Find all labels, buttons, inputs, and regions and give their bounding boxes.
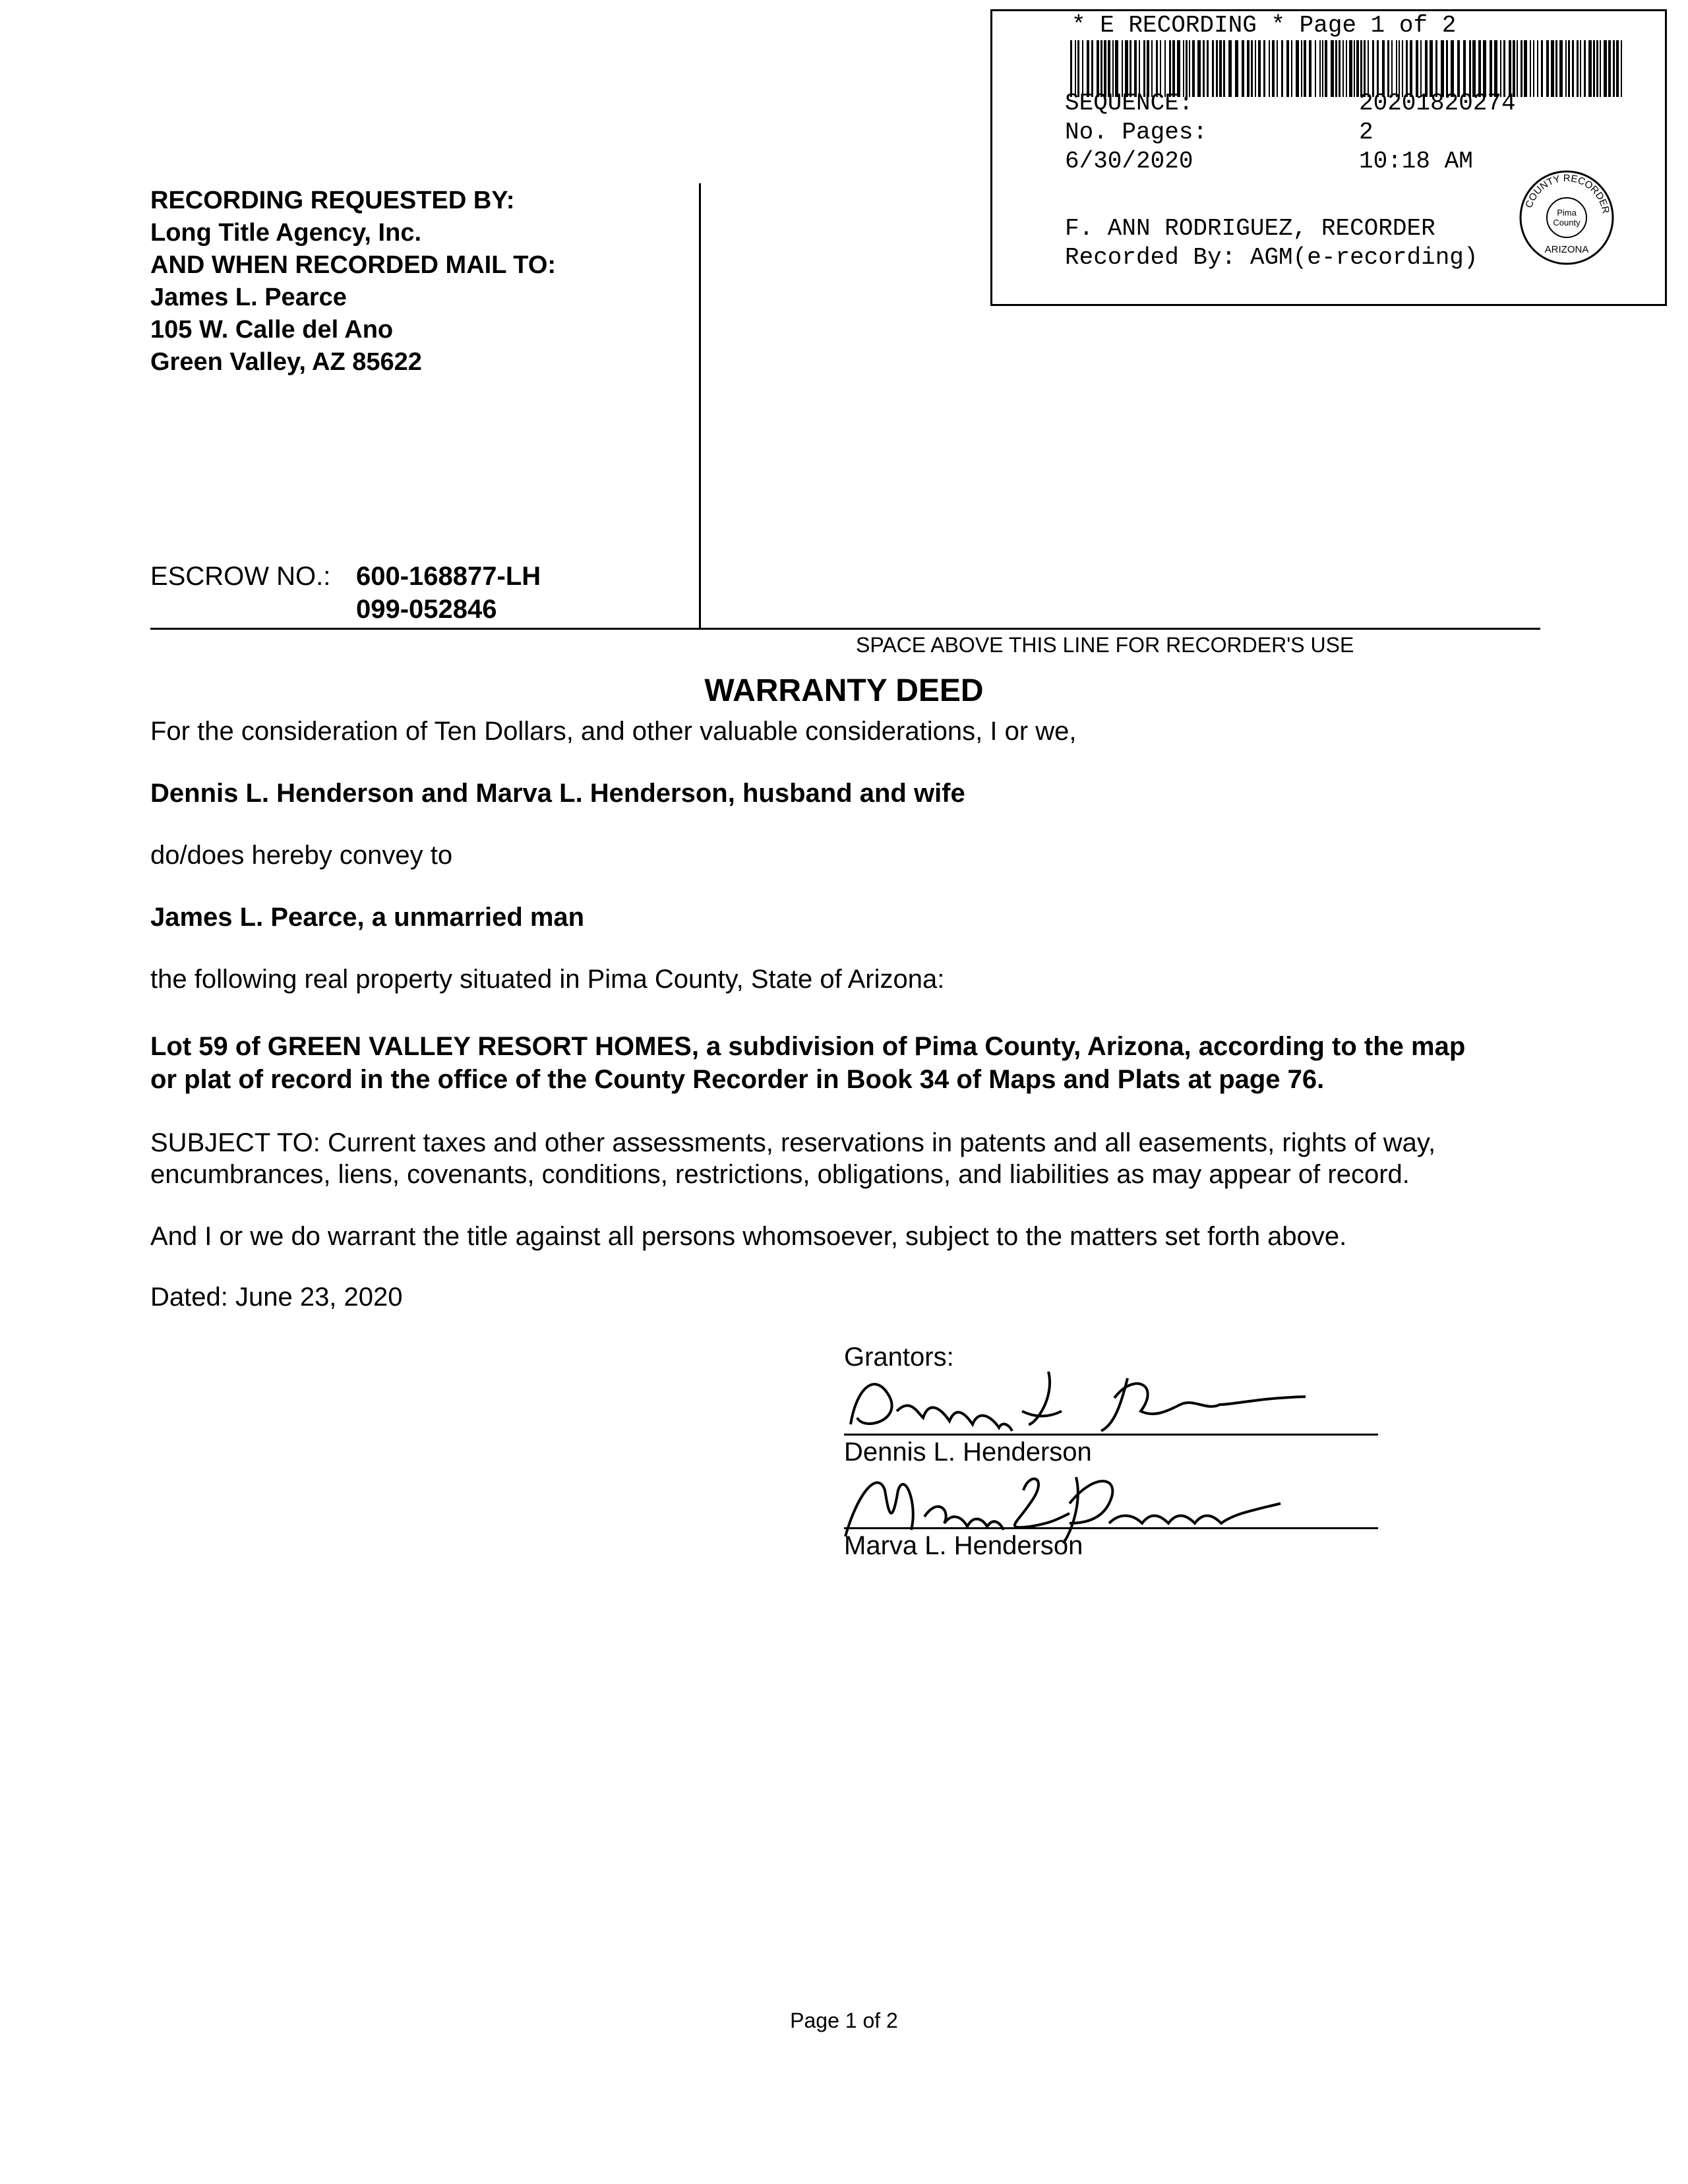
barcode-bar (1559, 40, 1563, 97)
barcode-bar (1255, 40, 1256, 97)
barcode-bar (1565, 40, 1567, 97)
mail-to-name: James L. Pearce (150, 284, 347, 311)
barcode-bar (1551, 40, 1554, 97)
recorder-space-divider (150, 628, 1540, 630)
barcode-bar (1604, 40, 1607, 97)
barcode-bar (1228, 40, 1232, 97)
barcode-bar (1608, 40, 1611, 97)
signature-dennis (837, 1358, 1339, 1438)
barcode-bar (1242, 40, 1244, 97)
barcode-bar (1335, 40, 1337, 97)
barcode-bar (1524, 40, 1527, 97)
stamp-header: * E RECORDING * Page 1 of 2 (1071, 12, 1457, 39)
legal-description-line-2: or plat of record in the office of the County Recorder in Book 34 of Maps and Plats at page 76. (150, 1065, 1325, 1094)
recording-requested-label: RECORDING REQUESTED BY: (150, 187, 515, 214)
barcode-bar (1541, 40, 1543, 97)
barcode-bar (1291, 40, 1292, 97)
signer-name-2: Marva L. Henderson (844, 1531, 1083, 1560)
barcode-bar (1272, 40, 1275, 97)
barcode-bar (1613, 40, 1615, 97)
barcode-bar (1235, 40, 1238, 97)
barcode-bar (1296, 40, 1299, 97)
barcode-bar (1219, 40, 1222, 97)
barcode-bar (1212, 40, 1214, 97)
barcode-bar (1517, 40, 1518, 97)
barcode-bar (1584, 40, 1586, 97)
sequence-label: SEQUENCE: (1065, 90, 1193, 117)
mail-to-label: AND WHEN RECORDED MAIL TO: (150, 251, 557, 279)
escrow-number-secondary: 099-052846 (356, 595, 497, 624)
county-seal-icon (1517, 168, 1616, 267)
barcode-bar (1530, 40, 1531, 97)
barcode-bar (1577, 40, 1579, 97)
recorder-stamp-box (990, 9, 1667, 306)
barcode-bar (1309, 40, 1311, 97)
pages-label: No. Pages: (1065, 119, 1208, 146)
sequence-value: 20201820274 (1359, 90, 1516, 117)
warranty-text: And I or we do warrant the title against all persons whomsoever, subject to the matters set forth above. (150, 1222, 1347, 1251)
property-intro: the following real property situated in Pima County, State of Arizona: (150, 965, 945, 994)
signature-line-2 (844, 1527, 1378, 1529)
dated-line: Dated: June 23, 2020 (150, 1283, 403, 1312)
barcode-bar (1593, 40, 1595, 97)
signature-line-1 (844, 1434, 1378, 1436)
vertical-divider (699, 183, 701, 629)
barcode-bar (1616, 40, 1619, 97)
barcode-bar (1537, 40, 1538, 97)
page-number: Page 1 of 2 (790, 2009, 898, 2032)
barcode-bar (1247, 40, 1250, 97)
subject-to-line-1: SUBJECT TO: Current taxes and other assessments, reservations in patents and all easements, rights of way, (150, 1128, 1436, 1157)
barcode-bar (1533, 40, 1534, 97)
document-title: WARRANTY DEED (704, 673, 984, 708)
barcode-bar (1197, 40, 1201, 97)
barcode-bar (1354, 40, 1355, 97)
barcode-bar (1596, 40, 1598, 97)
barcode-bar (1263, 40, 1265, 97)
escrow-label: ESCROW NO.: (150, 562, 331, 591)
barcode-bar (1319, 40, 1321, 97)
mail-to-city: Green Valley, AZ 85622 (150, 348, 422, 376)
svg-text:COUNTY RECORDER: COUNTY RECORDER (1523, 172, 1612, 215)
barcode-bar (1588, 40, 1592, 97)
barcode-bar (1286, 40, 1289, 97)
barcode-bar (1304, 40, 1306, 97)
barcode-bar (1331, 40, 1334, 97)
requester-name: Long Title Agency, Inc. (150, 219, 422, 247)
barcode-bar (1349, 40, 1352, 97)
record-time: 10:18 AM (1359, 148, 1473, 175)
record-date: 6/30/2020 (1065, 148, 1193, 175)
consideration-text: For the consideration of Ten Dollars, and other valuable considerations, I or we, (150, 717, 1077, 746)
barcode-bar (1203, 40, 1205, 97)
barcode-bar (1600, 40, 1601, 97)
recorded-by: Recorded By: AGM(e-recording) (1065, 244, 1478, 271)
barcode-bar (1258, 40, 1261, 97)
barcode-bar (1301, 40, 1302, 97)
barcode-bar (1216, 40, 1218, 97)
barcode-bar (1207, 40, 1209, 97)
barcode-bar (1322, 40, 1323, 97)
legal-description-line-1: Lot 59 of GREEN VALLEY RESORT HOMES, a subdivision of Pima County, Arizona, according to the map (150, 1032, 1466, 1061)
barcode-bar (1339, 40, 1341, 97)
convey-text: do/does hereby convey to (150, 841, 453, 870)
barcode-bar (1546, 40, 1549, 97)
barcode-bar (1521, 40, 1522, 97)
recorder-name: F. ANN RODRIGUEZ, RECORDER (1065, 215, 1435, 242)
barcode-bar (1621, 40, 1622, 97)
barcode-bar (1572, 40, 1574, 97)
barcode-bar (1251, 40, 1253, 97)
barcode-bar (1568, 40, 1570, 97)
barcode-bar (1315, 40, 1316, 97)
barcode-bar (1555, 40, 1557, 97)
grantors-label: Grantors: (844, 1343, 954, 1372)
svg-text:Pima: Pima (1557, 208, 1577, 218)
barcode-bar (1346, 40, 1347, 97)
grantee-name: James L. Pearce, a unmarried man (150, 903, 585, 932)
signer-name-1: Dennis L. Henderson (844, 1438, 1092, 1467)
subject-to-line-2: encumbrances, liens, covenants, conditions, restrictions, obligations, and liabilities as may appear of record. (150, 1160, 1410, 1189)
grantors-names: Dennis L. Henderson and Marva L. Henderson, husband and wife (150, 779, 965, 808)
pages-value: 2 (1359, 119, 1373, 146)
space-above-note: SPACE ABOVE THIS LINE FOR RECORDER'S USE (856, 633, 1354, 657)
barcode-bar (1277, 40, 1278, 97)
barcode-bar (1325, 40, 1327, 97)
svg-text:ARIZONA: ARIZONA (1544, 244, 1589, 255)
svg-text:County: County (1553, 218, 1581, 228)
barcode-bar (1342, 40, 1344, 97)
barcode-bar (1580, 40, 1581, 97)
barcode-bar (1269, 40, 1270, 97)
barcode-bar (1281, 40, 1283, 97)
mail-to-street: 105 W. Calle del Ano (150, 316, 394, 344)
escrow-number: 600-168877-LH (356, 562, 541, 591)
barcode-bar (1223, 40, 1225, 97)
